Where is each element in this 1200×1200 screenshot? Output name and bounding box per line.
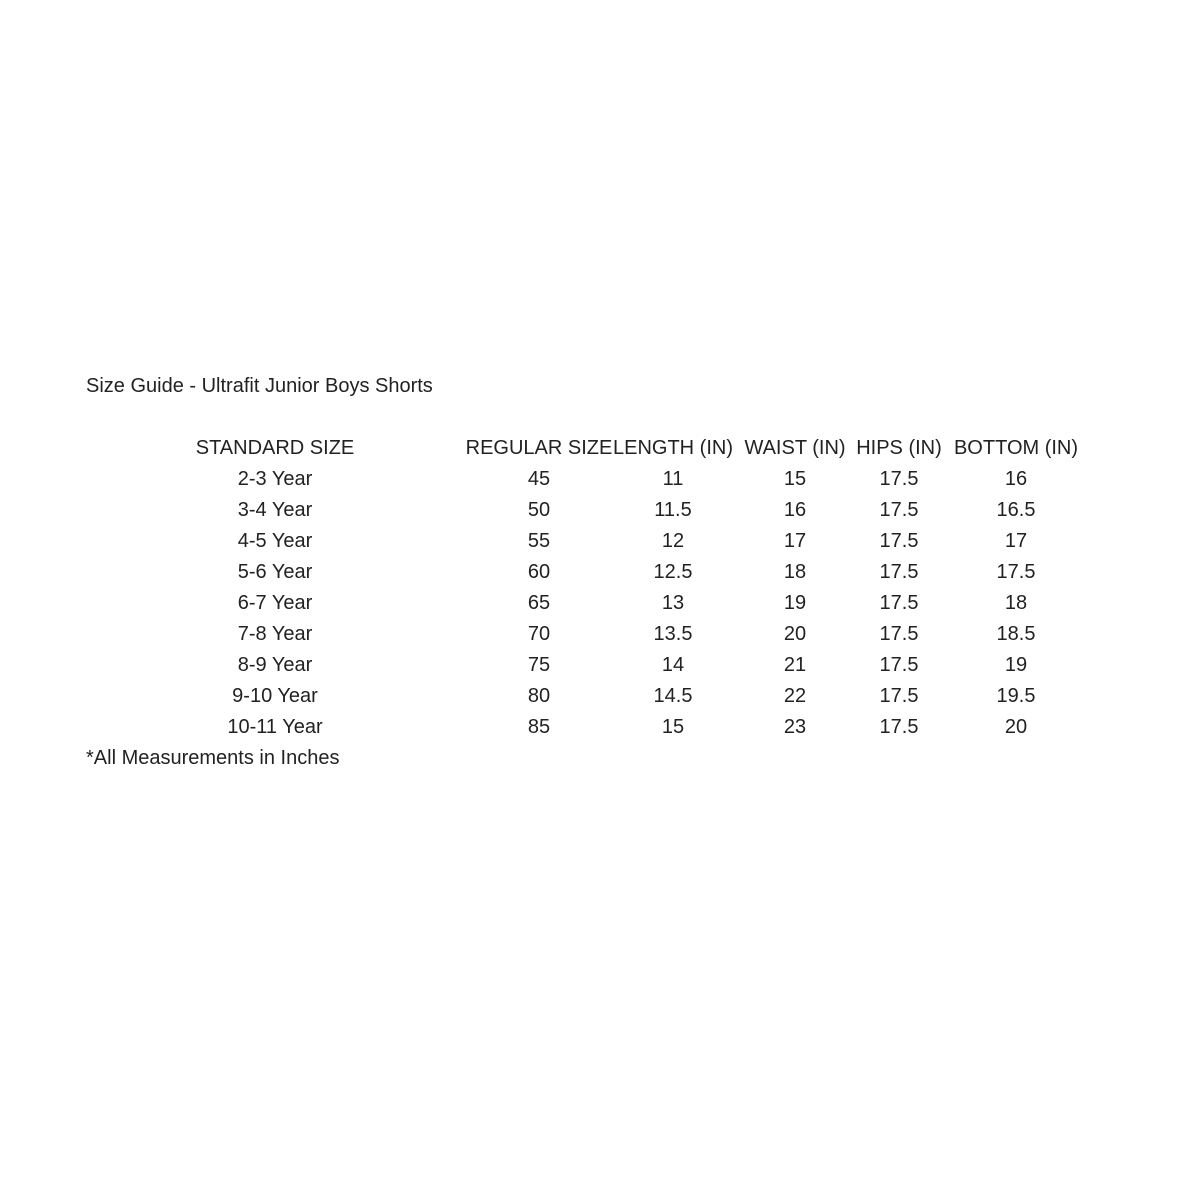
table-cell-waist: 21	[783, 654, 807, 676]
table-cell-waist: 16	[783, 499, 807, 521]
table-cell-bottom: 16	[1004, 468, 1028, 490]
table-cell-standard-size: 6-7 Year	[237, 592, 313, 614]
table-cell-length: 13	[661, 592, 685, 614]
column-header-regular-size: REGULAR SIZE	[465, 437, 613, 459]
table-cell-hips: 17.5	[879, 530, 919, 552]
table-cell-length: 11.5	[654, 499, 692, 521]
table-cell-regular-size: 85	[527, 716, 551, 738]
table-cell-hips: 17.5	[879, 561, 919, 583]
table-cell-length: 12	[661, 530, 685, 552]
column-header-waist: WAIST (IN)	[744, 437, 846, 459]
table-cell-length: 14.5	[653, 685, 693, 707]
table-cell-standard-size: 8-9 Year	[237, 654, 313, 676]
table-cell-bottom: 16.5	[996, 499, 1036, 521]
table-cell-length: 11	[662, 468, 684, 490]
table-cell-length: 15	[661, 716, 685, 738]
table-cell-bottom: 17.5	[996, 561, 1036, 583]
table-cell-standard-size: 4-5 Year	[237, 530, 313, 552]
table-cell-standard-size: 10-11 Year	[227, 716, 323, 738]
table-cell-waist: 17	[783, 530, 807, 552]
table-cell-hips: 17.5	[879, 623, 919, 645]
table-cell-hips: 17.5	[879, 499, 919, 521]
table-cell-length: 12.5	[653, 561, 693, 583]
page-title: Size Guide - Ultrafit Junior Boys Shorts	[86, 375, 433, 397]
table-cell-waist: 20	[783, 623, 807, 645]
table-cell-standard-size: 3-4 Year	[237, 499, 313, 521]
table-cell-regular-size: 55	[527, 530, 551, 552]
table-cell-standard-size: 2-3 Year	[237, 468, 313, 490]
column-header-hips: HIPS (IN)	[856, 437, 942, 459]
column-header-bottom: BOTTOM (IN)	[953, 437, 1079, 459]
table-cell-hips: 17.5	[879, 685, 919, 707]
table-cell-hips: 17.5	[879, 716, 919, 738]
table-cell-hips: 17.5	[879, 592, 919, 614]
table-cell-regular-size: 45	[527, 468, 551, 490]
table-cell-waist: 18	[783, 561, 807, 583]
table-cell-regular-size: 60	[527, 561, 551, 583]
table-cell-hips: 17.5	[879, 654, 919, 676]
table-cell-regular-size: 50	[527, 499, 551, 521]
table-cell-regular-size: 80	[527, 685, 551, 707]
table-cell-hips: 17.5	[879, 468, 919, 490]
table-cell-bottom: 18.5	[996, 623, 1036, 645]
table-cell-bottom: 19	[1004, 654, 1028, 676]
table-cell-standard-size: 9-10 Year	[232, 685, 318, 707]
table-cell-waist: 19	[783, 592, 807, 614]
table-cell-bottom: 18	[1004, 592, 1028, 614]
table-cell-waist: 22	[783, 685, 807, 707]
column-header-standard-size: STANDARD SIZE	[195, 437, 355, 459]
table-cell-standard-size: 5-6 Year	[237, 561, 313, 583]
column-header-length: LENGTH (IN)	[613, 437, 733, 459]
table-cell-regular-size: 75	[527, 654, 551, 676]
table-cell-length: 14	[661, 654, 685, 676]
table-cell-regular-size: 70	[527, 623, 551, 645]
table-cell-bottom: 19.5	[996, 685, 1036, 707]
table-cell-waist: 15	[783, 468, 807, 490]
table-cell-bottom: 17	[1004, 530, 1028, 552]
table-cell-regular-size: 65	[527, 592, 551, 614]
measurements-footnote: *All Measurements in Inches	[86, 747, 340, 769]
table-cell-length: 13.5	[653, 623, 693, 645]
table-cell-waist: 23	[783, 716, 807, 738]
table-cell-standard-size: 7-8 Year	[237, 623, 313, 645]
table-cell-bottom: 20	[1004, 716, 1028, 738]
